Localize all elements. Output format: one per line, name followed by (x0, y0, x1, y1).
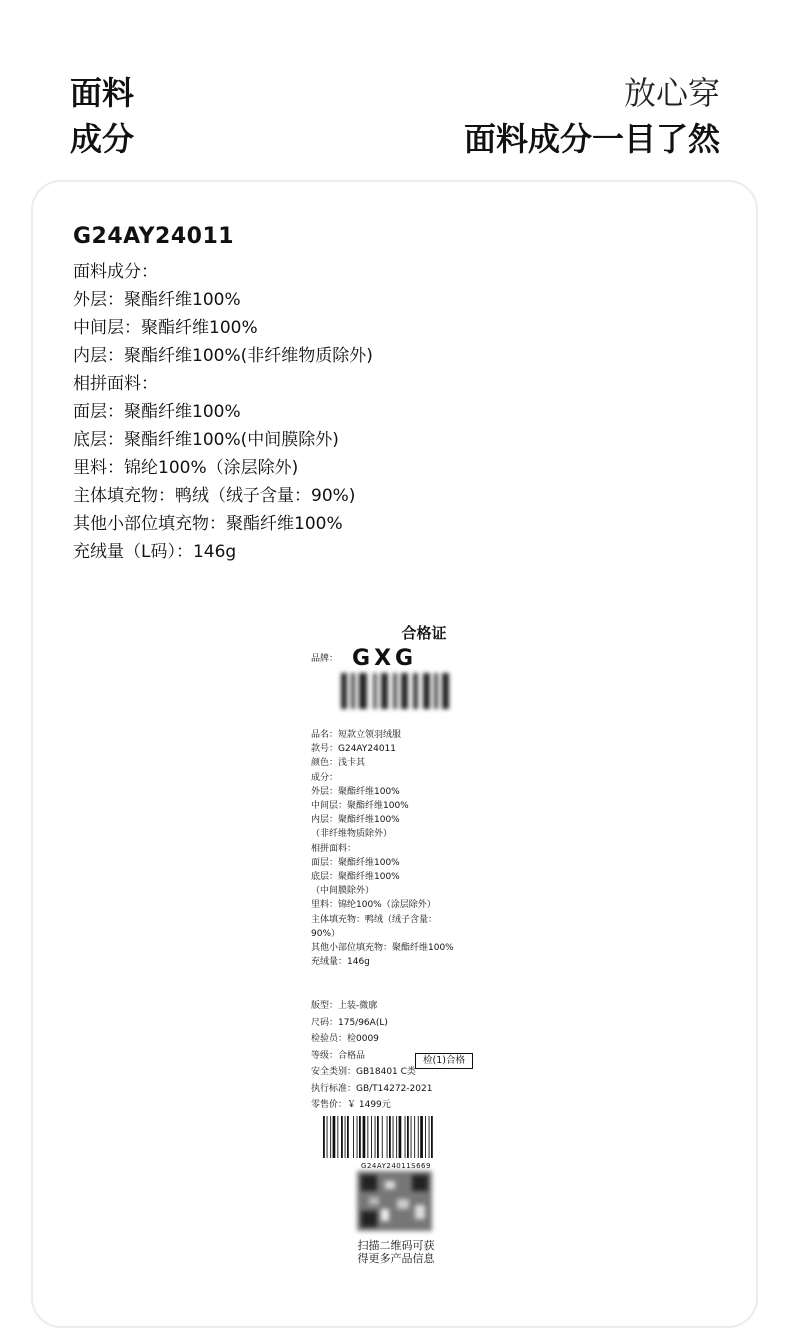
scan-hint (331, 1239, 461, 1265)
tag-info (311, 728, 511, 969)
barcode-number: G24AY24011S669 (361, 1162, 431, 1170)
tag-line: 执行标准：GB/T14272-2021 (311, 1083, 433, 1094)
barcode-bar (330, 1116, 331, 1158)
barcode-bar (429, 1116, 430, 1158)
composition-line: 其他小部位填充物：聚酯纤维100% (73, 514, 343, 534)
slogan-subtitle: 放心穿 (623, 74, 720, 112)
barcode-bar (375, 1116, 376, 1158)
tag-line: 颜色：浅卡其 (311, 758, 366, 769)
barcode-bar (414, 1116, 415, 1158)
barcode-bar (377, 1116, 379, 1158)
tag-line: 充绒量：146g (311, 957, 370, 968)
composition-line: 相拼面料： (73, 374, 158, 394)
composition-line: 充绒量（L码）：146g (73, 542, 237, 562)
barcode-bar (399, 1116, 402, 1158)
tag-brand-row (311, 646, 418, 671)
barcode-bar (345, 1116, 346, 1158)
barcode-bar (396, 1116, 397, 1158)
brand-logo: GXG (352, 646, 418, 671)
barcode-bar (323, 1116, 325, 1158)
section-title-line1: 面料 (70, 74, 135, 112)
section-title (70, 70, 134, 162)
barcode-bar (418, 1116, 419, 1158)
tag-line: 版型：上装-微廓 (311, 1001, 378, 1011)
blurred-barcode (339, 673, 454, 713)
tag-line: 零售价：￥ 1499元 (311, 1100, 391, 1110)
composition-line: 外层：聚酯纤维100% (73, 290, 241, 310)
tag-line: 底层：聚酯纤维100% (311, 872, 400, 883)
tag-line: （非纤维物质除外） (311, 829, 393, 840)
scan-hint-line2: 得更多产品信息 (357, 1252, 435, 1265)
tag-line: 中间层：聚酯纤维100% (311, 801, 409, 812)
composition-line: 里料：锦纶100%（涂层除外) (73, 458, 299, 478)
tag-line: 品名：短款立领羽绒服 (311, 730, 402, 740)
tag-line: 尺码：175/96A(L) (311, 1017, 388, 1028)
composition-line: 内层：聚酯纤维100%(非纤维物质除外) (73, 346, 373, 366)
inspection-box: 检(1)合格 (415, 1053, 473, 1069)
barcode-bar (393, 1116, 394, 1158)
tag-line: 安全类别：GB18401 C类 (311, 1067, 416, 1077)
barcode-bar (431, 1116, 433, 1158)
barcode-bar (407, 1116, 409, 1158)
tag-line: 外层：聚酯纤维100% (311, 786, 400, 797)
barcode-bar (405, 1116, 406, 1158)
composition-line: 主体填充物：鸭绒（绒子含量：90%) (73, 486, 356, 506)
barcode-bar (367, 1116, 368, 1158)
tag-line: 面层：聚酯纤维100% (311, 857, 400, 868)
barcode-bar (333, 1116, 336, 1158)
composition-line: 中间层：聚酯纤维100% (73, 318, 258, 338)
tag-line: （中间膜除外） (311, 886, 375, 897)
composition-list (73, 258, 373, 566)
barcode-bar (389, 1116, 391, 1158)
barcode-bar (359, 1116, 361, 1158)
tag-brand-label: 品牌： (311, 654, 339, 664)
tag-line: 里料：锦纶100%（涂层除外） (311, 900, 436, 911)
barcode-bar (363, 1116, 366, 1158)
slogan-title: 面料成分一目了然 (463, 120, 720, 158)
barcode (321, 1116, 471, 1161)
section-slogan (464, 70, 720, 162)
composition-line: 面层：聚酯纤维100% (73, 402, 241, 422)
tag-line: 内层：聚酯纤维100% (311, 815, 400, 826)
qr-code (357, 1171, 432, 1231)
tag-line: 其他小部位填充物：聚酯纤维100% (311, 943, 454, 954)
tag-line: 主体填充物：鸭绒（绒子含量： (311, 914, 438, 925)
tag-title: 合格证 (401, 624, 447, 642)
tag-line: 相拼面料： (311, 843, 357, 854)
barcode-bar (341, 1116, 343, 1158)
product-code: G24AY24011 (73, 224, 235, 249)
barcode-bar (337, 1116, 338, 1158)
barcode-bar (357, 1116, 358, 1158)
barcode-bar (382, 1116, 383, 1158)
barcode-bar (420, 1116, 423, 1158)
section-title-line2: 成分 (70, 120, 135, 158)
barcode-bar (411, 1116, 412, 1158)
tag-line: 检验员：检0009 (311, 1034, 379, 1044)
tag-line: 款号：G24AY24011 (311, 744, 397, 755)
composition-line: 底层：聚酯纤维100%(中间膜除外) (73, 430, 339, 450)
barcode-bar (425, 1116, 426, 1158)
tag-line: 等级：合格品 (311, 1050, 366, 1061)
scan-hint-line1: 扫描二维码可获 (357, 1239, 435, 1252)
barcode-bar (353, 1116, 354, 1158)
barcode-bar (347, 1116, 349, 1158)
tag-info-2 (311, 998, 511, 1114)
barcode-bar (387, 1116, 388, 1158)
composition-line: 面料成分： (73, 262, 158, 282)
tag-line: 90%） (311, 928, 341, 939)
composition-card (31, 180, 758, 1328)
barcode-bar (327, 1116, 328, 1158)
tag-line: 成分： (311, 772, 339, 783)
barcode-bar (371, 1116, 372, 1158)
